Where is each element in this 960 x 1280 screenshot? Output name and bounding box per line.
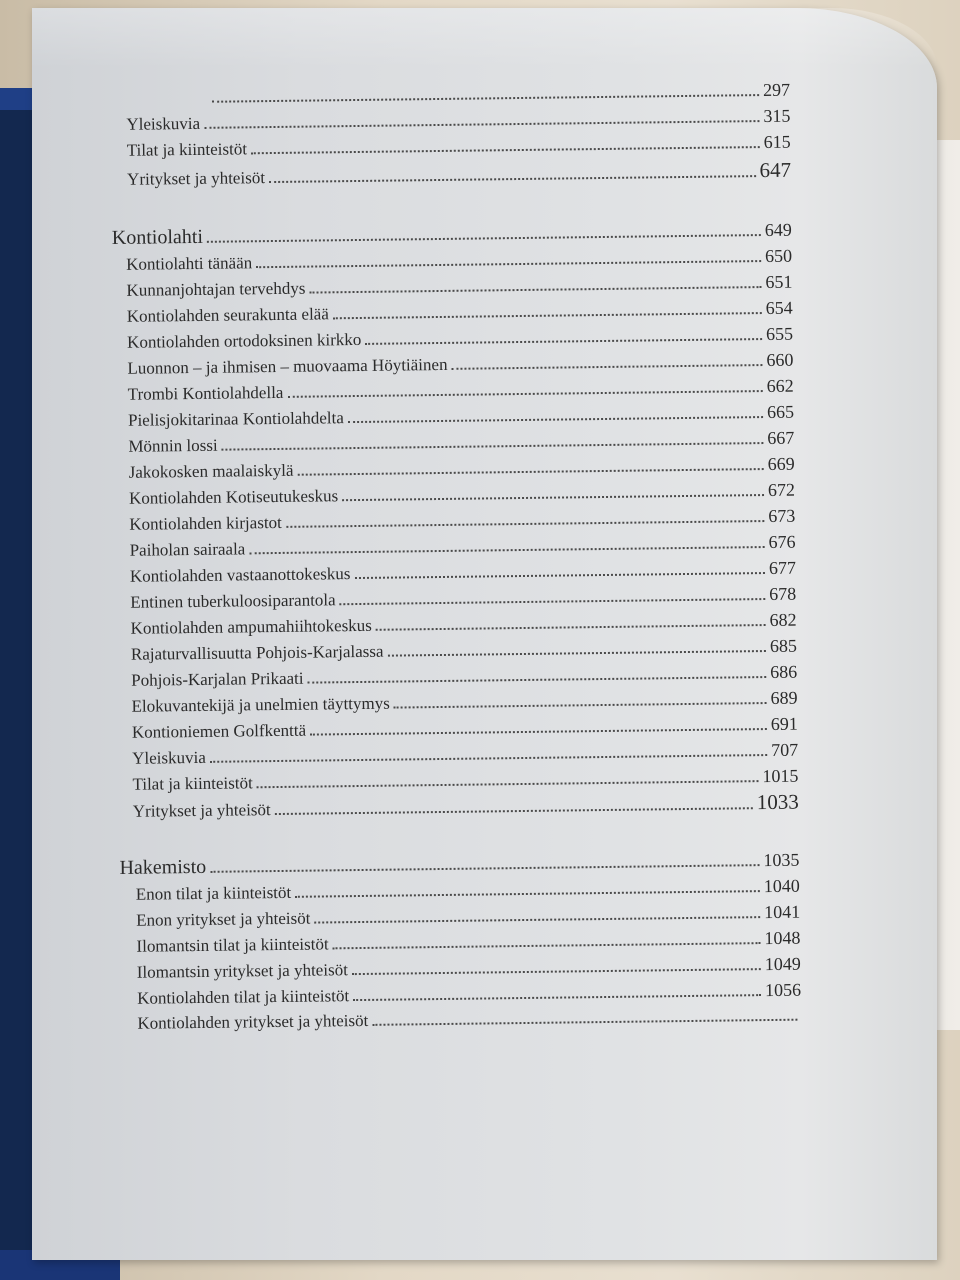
- toc-entry: [114, 402, 794, 431]
- dot-leader: [452, 364, 763, 370]
- toc-entry: [116, 584, 796, 613]
- dot-leader: [295, 890, 760, 898]
- toc-entry: [112, 246, 792, 275]
- dot-leader: [309, 286, 761, 294]
- toc-entry-page-number: 686: [770, 661, 798, 682]
- toc-entry-title: Enon yritykset ja yhteisöt: [136, 908, 311, 930]
- toc-entry-title: Pohjois-Karjalan Prikaati: [131, 668, 304, 690]
- dot-leader: [388, 650, 766, 657]
- toc-entry: [118, 740, 798, 769]
- toc-entry-title: Jakokosken maalaiskylä: [128, 460, 294, 482]
- toc-entry-page-number: 677: [768, 557, 797, 578]
- toc-entry-page-number: 297: [762, 79, 791, 101]
- toc-entry-title: Pielisjokitarinaa Kontiolahdelta: [127, 408, 344, 430]
- toc-entry: [121, 980, 801, 1009]
- toc-entry-title: Kontiolahden seurakunta elää: [126, 304, 329, 326]
- dot-leader: [352, 968, 761, 975]
- toc-entry: [113, 324, 793, 353]
- toc-entry-title: Paiholan sairaala: [129, 539, 246, 560]
- toc-entry: [115, 480, 795, 509]
- toc-entry-title: Ilomantsin yritykset ja yhteisöt: [136, 960, 348, 982]
- toc-entry-page-number: 650: [764, 245, 793, 267]
- toc-entry-title: Tilat ja kiinteistöt: [126, 139, 248, 160]
- toc-entry-title: Kontiolahden Kotiseutukeskus: [128, 486, 339, 508]
- toc-entry-page-number: 1040: [763, 875, 800, 897]
- toc-entry-page-number: 651: [765, 271, 793, 293]
- toc-entry-page-number: 660: [766, 349, 794, 371]
- toc-entry: [121, 1006, 801, 1034]
- dot-leader: [333, 942, 761, 949]
- toc-entry-title: Kontiolahden yritykset ja yhteisöt: [137, 1010, 369, 1033]
- toc-entry-page-number: 1049: [764, 953, 801, 975]
- toc-entry-page-number: 669: [767, 453, 795, 474]
- toc-entry: [115, 454, 795, 483]
- dot-leader: [222, 442, 764, 451]
- dot-leader: [333, 312, 762, 319]
- dot-leader: [376, 624, 766, 631]
- toc-entry-title: Kunnanjohtajan tervehdys: [126, 278, 306, 300]
- toc-entry-page-number: 673: [768, 505, 796, 526]
- toc-entry: [110, 106, 790, 135]
- toc-entry-title: Hakemisto: [119, 855, 207, 879]
- toc-entry: [117, 688, 797, 717]
- toc-entry-title: Kontiolahti tänään: [126, 253, 253, 274]
- dot-leader: [297, 468, 763, 476]
- toc-entry-page-number: 707: [771, 739, 799, 760]
- toc-entry-title: Mönnin lossi: [128, 435, 218, 456]
- dot-leader: [210, 754, 767, 763]
- toc-entry-title: Kontiolahden tilat ja kiinteistöt: [137, 986, 350, 1008]
- toc-entry-title: Elokuvantekijä ja unelmien täyttymys: [131, 693, 390, 716]
- toc-entry-title: Kontiolahden vastaanottokeskus: [129, 564, 351, 586]
- dot-leader: [308, 676, 767, 684]
- toc-entry-page-number: 655: [765, 323, 794, 345]
- dot-leader: [354, 572, 764, 579]
- toc-entry-page-number: 615: [763, 131, 791, 153]
- table-of-contents: [110, 80, 802, 1048]
- toc-entry: [113, 298, 793, 327]
- dot-leader: [342, 494, 764, 501]
- toc-entry: [120, 902, 800, 931]
- toc-entry-page-number: 691: [770, 713, 798, 734]
- toc-entry: [121, 954, 801, 983]
- dot-leader: [251, 146, 760, 154]
- toc-entry-page-number: 1033: [756, 789, 799, 815]
- toc-entry-title: Enon tilat ja kiinteistöt: [135, 882, 292, 904]
- dot-leader: [348, 416, 763, 423]
- toc-entry-title: Yleiskuvia: [126, 113, 201, 134]
- toc-entry-title: Entinen tuberkuloosiparantola: [130, 590, 336, 612]
- toc-entry-page-number: 649: [764, 219, 792, 241]
- dot-leader: [365, 338, 762, 345]
- toc-entry-page-number: 678: [769, 583, 797, 604]
- toc-entry: [118, 766, 798, 795]
- toc-entry-page-number: 689: [770, 687, 798, 708]
- toc-entry: [113, 350, 793, 379]
- dot-leader: [353, 994, 761, 1001]
- toc-entry: [120, 876, 800, 905]
- toc-entry-page-number: 654: [765, 297, 793, 319]
- toc-entry-title: Kontiolahden kirjastot: [129, 512, 282, 534]
- toc-entry: [119, 789, 799, 822]
- dot-leader: [394, 702, 767, 709]
- toc-entry-title: Rajaturvallisuutta Pohjois-Karjalassa: [130, 641, 384, 664]
- toc-entry-title: Kontioniemen Golfkenttä: [131, 720, 307, 742]
- toc-entry-title: Kontiolahden ortodoksinen kirkko: [126, 329, 362, 352]
- dot-leader: [372, 1019, 797, 1026]
- toc-entry: [112, 272, 792, 301]
- toc-entry-title: Trombi Kontiolahdella: [127, 382, 284, 404]
- toc-entry-title: Luonnon – ja ihmisen – muovaama Höytiäinen: [127, 354, 448, 378]
- toc-entry: [117, 662, 797, 691]
- toc-entry: [111, 132, 791, 161]
- dot-leader: [256, 260, 761, 268]
- toc-entry: [112, 220, 792, 248]
- dot-leader: [275, 807, 753, 815]
- toc-entry-page-number: 665: [766, 401, 795, 422]
- toc-entry: [117, 636, 797, 665]
- toc-entry-page-number: 1041: [763, 901, 801, 923]
- toc-entry: [115, 506, 795, 535]
- toc-entry-title: Yritykset ja yhteisöt: [132, 800, 271, 821]
- toc-entry: [114, 428, 794, 457]
- toc-entry: [120, 928, 800, 957]
- dot-leader: [269, 175, 756, 183]
- toc-entry: [111, 157, 792, 190]
- dot-leader: [314, 916, 760, 923]
- toc-entry-title: Yritykset ja yhteisöt: [127, 168, 266, 189]
- dot-leader: [204, 120, 759, 129]
- toc-entry-title: Tilat ja kiinteistöt: [132, 773, 253, 794]
- toc-entry-page-number: 682: [769, 609, 797, 630]
- toc-entry: [119, 850, 799, 878]
- toc-entry-page-number: 647: [759, 157, 792, 183]
- toc-entry-page-number: 667: [767, 427, 795, 448]
- toc-entry: [116, 610, 796, 639]
- dot-leader: [310, 728, 767, 736]
- dot-leader: [212, 94, 759, 103]
- dot-leader: [287, 390, 762, 398]
- toc-entry: [116, 532, 796, 561]
- toc-entry-title: Kontiolahden ampumahiihtokeskus: [130, 615, 372, 638]
- toc-entry-title: Yleiskuvia: [132, 747, 206, 768]
- page-curl-highlight: [32, 8, 937, 68]
- toc-entry: [118, 714, 798, 743]
- dot-leader: [210, 864, 759, 873]
- dot-leader: [207, 234, 761, 243]
- toc-entry: [114, 376, 794, 405]
- dot-leader: [257, 780, 759, 788]
- toc-entry-page-number: 1035: [763, 849, 800, 871]
- dot-leader: [249, 546, 764, 554]
- toc-entry-title: Ilomantsin tilat ja kiinteistöt: [136, 934, 329, 956]
- dot-leader: [286, 520, 764, 528]
- toc-entry-page-number: 676: [768, 531, 796, 552]
- toc-entry-page-number: 685: [769, 635, 797, 656]
- toc-entry: [116, 558, 796, 587]
- toc-entry-page-number: 1048: [764, 927, 801, 949]
- toc-entry-title: Kontiolahti: [111, 225, 204, 249]
- toc-entry-page-number: 315: [763, 105, 791, 127]
- toc-entry-page-number: 662: [766, 375, 794, 396]
- toc-entry-page-number: 672: [767, 479, 796, 500]
- toc-entry-page-number: 1015: [762, 765, 799, 787]
- dot-leader: [340, 598, 766, 605]
- toc-entry-page-number: 1056: [764, 979, 802, 1001]
